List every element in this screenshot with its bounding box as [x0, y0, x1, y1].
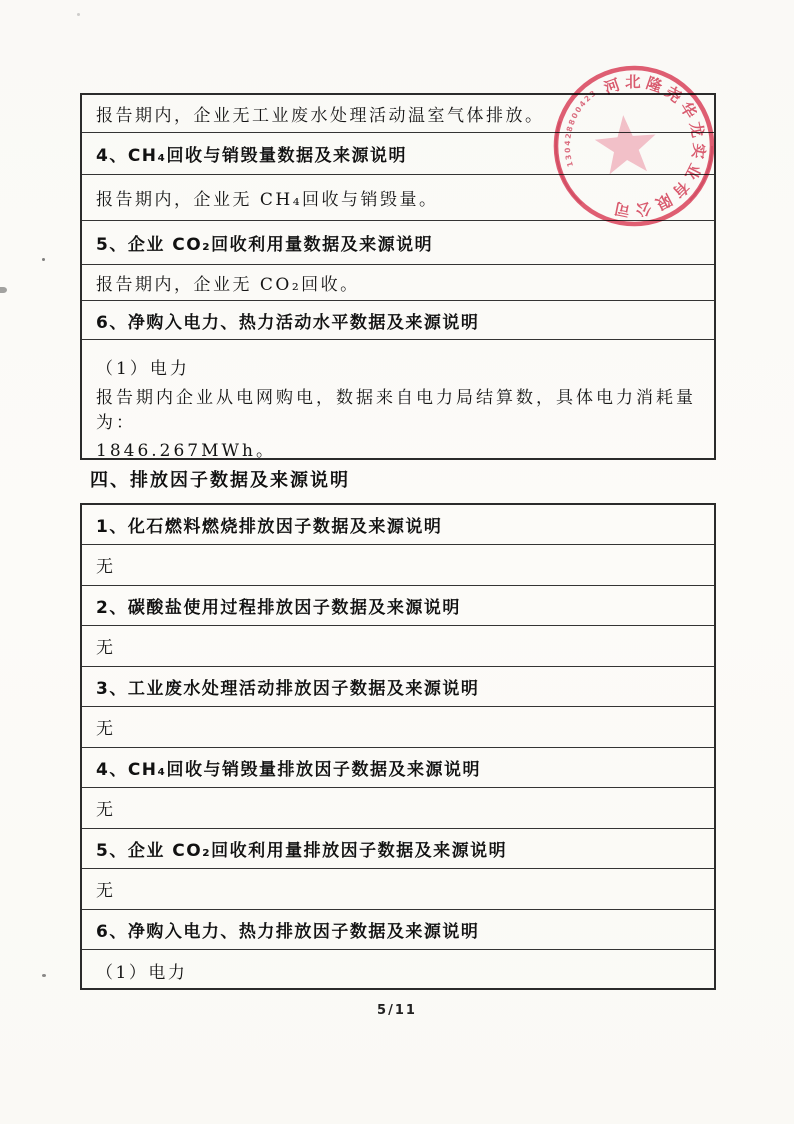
- table-row: [82, 868, 714, 909]
- table-row: [82, 706, 714, 747]
- table-row: [82, 174, 714, 220]
- table-row: [82, 585, 714, 626]
- activity-data-table: [80, 93, 716, 460]
- table-row: [82, 625, 714, 666]
- table-row: [82, 220, 714, 264]
- scan-speck: [42, 258, 45, 261]
- page-number: 5/11: [377, 1003, 417, 1018]
- row-heading: 3、工业废水处理活动排放因子数据及来源说明: [96, 678, 480, 699]
- detail-line: 报告期内企业从电网购电，数据来自电力局结算数，具体电力消耗量为：: [96, 387, 696, 433]
- scan-speck: [0, 287, 7, 293]
- detail-line-consumption-value: 1846.267MWh。: [96, 441, 276, 461]
- row-text: 无: [96, 557, 116, 578]
- table-row: [82, 828, 714, 869]
- row-text: 报告期内，企业无工业废水处理活动温室气体排放。: [96, 106, 545, 126]
- table-row: [82, 300, 714, 339]
- row-text: 报告期内，企业无 CO₂回收。: [96, 275, 360, 295]
- scan-speck: [77, 13, 80, 16]
- table-row: [82, 747, 714, 788]
- seal-company-name: 河北隆尧华龙实业有限公司: [601, 72, 710, 221]
- row-heading: 4、CH₄回收与销毁量数据及来源说明: [96, 146, 407, 166]
- seal-serial-number: 130428800423: [562, 87, 599, 168]
- row-text: 无: [96, 881, 116, 902]
- electricity-detail-cell: [82, 339, 714, 461]
- table-row: [82, 666, 714, 707]
- table-row: [82, 95, 714, 132]
- row-text: 报告期内，企业无 CH₄回收与销毁量。: [96, 190, 439, 210]
- row-heading: 6、净购入电力、热力活动水平数据及来源说明: [96, 312, 480, 333]
- table-row: [82, 505, 714, 544]
- table-row: [82, 264, 714, 300]
- table-row: [82, 132, 714, 174]
- row-heading: 6、净购入电力、热力排放因子数据及来源说明: [96, 921, 480, 942]
- row-text: （1）电力: [96, 962, 188, 983]
- table-row: [82, 787, 714, 828]
- emission-factor-table: [80, 503, 716, 990]
- row-text: 无: [96, 800, 116, 821]
- row-heading: 5、企业 CO₂回收利用量数据及来源说明: [96, 235, 434, 255]
- row-text: 无: [96, 719, 116, 740]
- row-heading: 1、化石燃料燃烧排放因子数据及来源说明: [96, 517, 443, 537]
- scan-speck: [42, 974, 46, 977]
- table-row: [82, 949, 714, 990]
- row-heading: 5、企业 CO₂回收利用量排放因子数据及来源说明: [96, 840, 508, 861]
- detail-line: （1）电力: [96, 359, 190, 379]
- table-row: [82, 909, 714, 950]
- row-heading: 2、碳酸盐使用过程排放因子数据及来源说明: [96, 597, 461, 618]
- table-row: [82, 544, 714, 585]
- row-heading: 4、CH₄回收与销毁量排放因子数据及来源说明: [96, 759, 481, 780]
- row-text: 无: [96, 638, 116, 659]
- section-heading: 四、排放因子数据及来源说明: [90, 470, 350, 491]
